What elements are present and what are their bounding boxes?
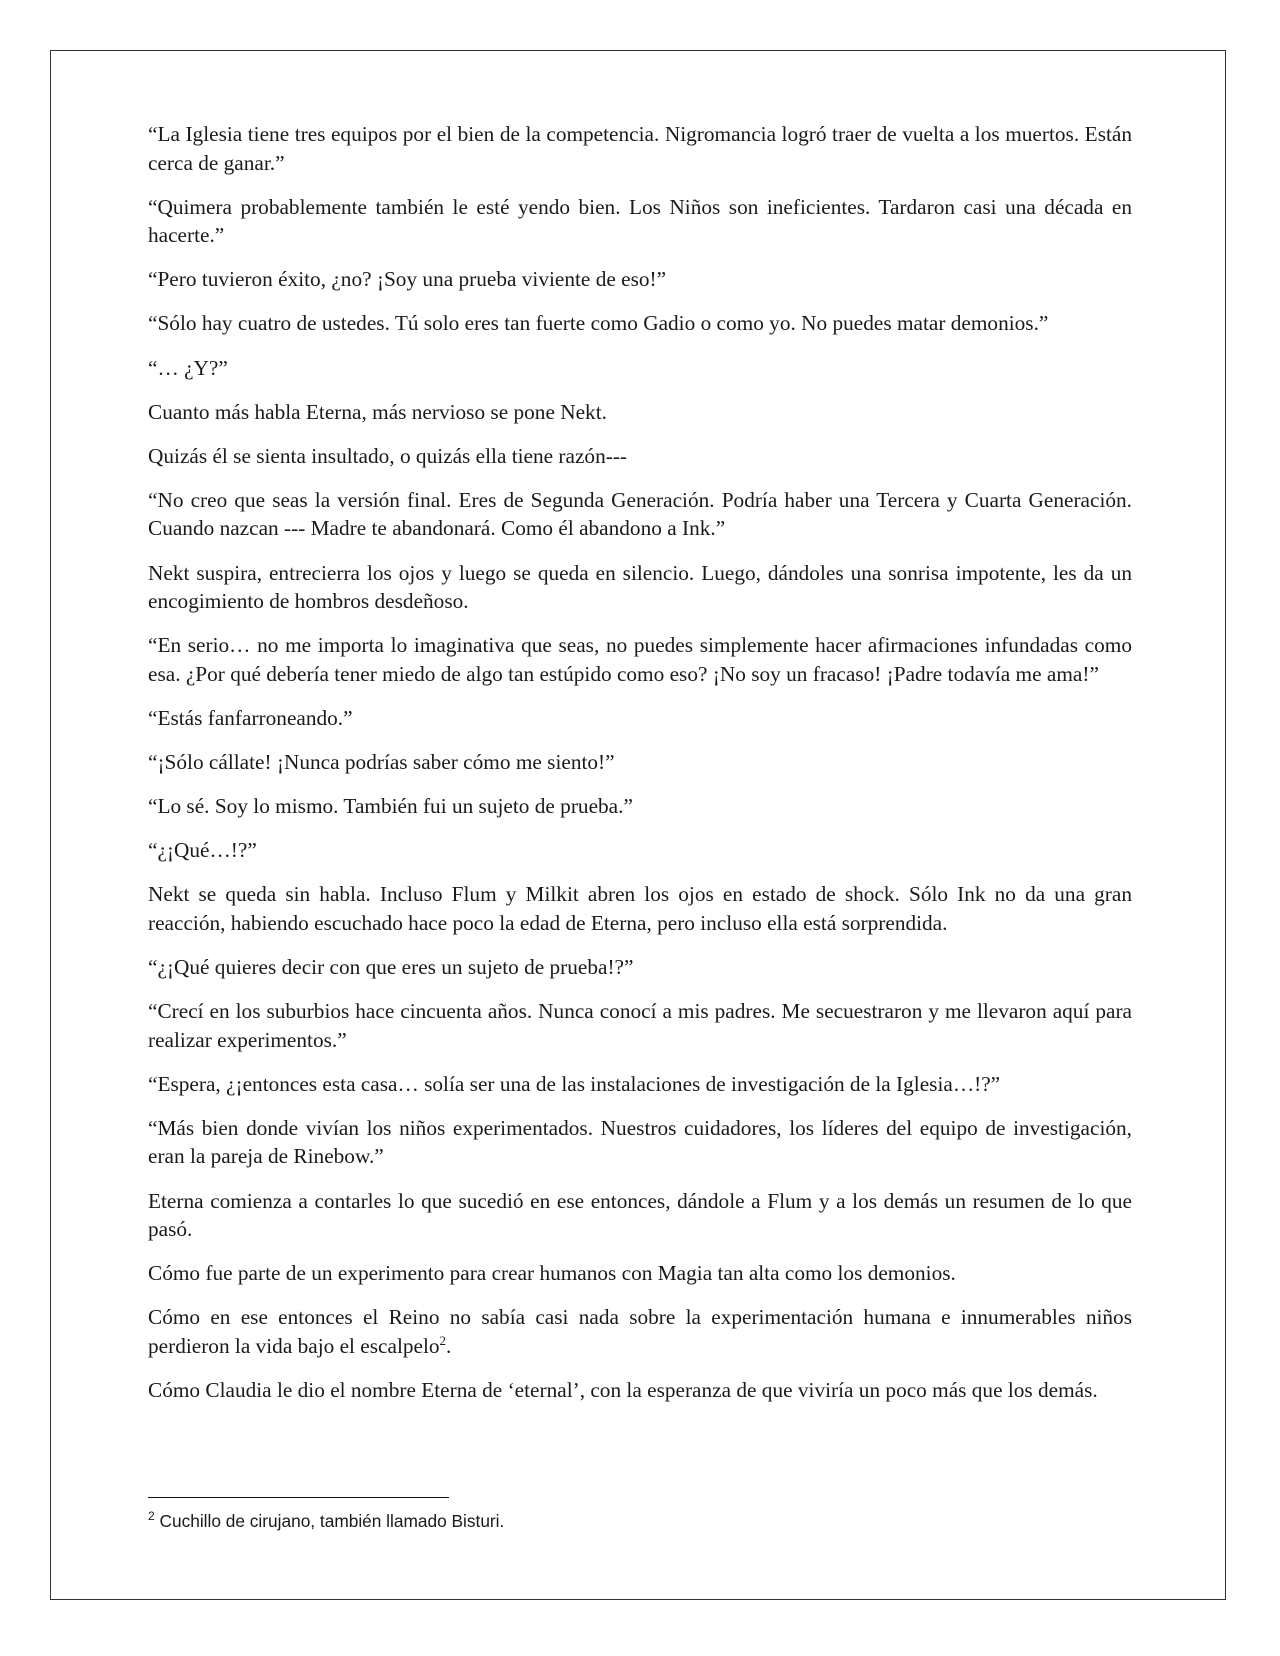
paragraph-11: “Estás fanfarroneando.” xyxy=(148,705,353,730)
footnote-separator xyxy=(148,1497,449,1498)
footnote-text: Cuchillo de cirujano, también llamado Bisturi. xyxy=(154,1511,505,1531)
footnote xyxy=(148,1509,1048,1533)
paragraph-22-tail: . xyxy=(446,1333,452,1358)
paragraph-4: “Sólo hay cuatro de ustedes. Tú solo eres tan fuerte como Gadio o como yo. No puedes matar demonios.” xyxy=(148,311,1049,336)
paragraph-19: “Más bien donde vivían los niños experimentados. Nuestros cuidadores, los líderes del equipo de investigación, eran la pareja de Rinebow.” xyxy=(148,1115,1132,1169)
footnote-number: 2 xyxy=(148,1509,155,1524)
paragraph-23: Cómo Claudia le dio el nombre Eterna de ‘eternal’, con la esperanza de que viviría un poco más que los demás. xyxy=(148,1378,1098,1402)
paragraph-17: “Crecí en los suburbios hace cincuenta años. Nunca conocí a mis padres. Me secuestraron y me llevaron aquí para realizar experimentos.” xyxy=(148,999,1132,1052)
paragraph-15: Nekt se queda sin habla. Incluso Flum y Milkit abren los ojos en estado de shock. Sólo Ink no da una gran reacción, habiendo escuchado hace poco la edad de Eterna, pero incluso ella está sorprendida. xyxy=(148,882,1132,935)
paragraph-22-text: Cómo en ese entonces el Reino no sabía casi nada sobre la experimentación humana e innumerables niños perdieron la vida bajo el escalpelo xyxy=(148,1305,1132,1358)
paragraph-8: “No creo que seas la versión final. Eres de Segunda Generación. Podría haber una Tercera y Cuarta Generación. Cuando nazcan --- Madre te abandonará. Como él abandono a Ink.” xyxy=(148,487,1132,541)
paragraph-21: Cómo fue parte de un experimento para crear humanos con Magia tan alta como los demonios. xyxy=(148,1261,956,1286)
paragraph-1: “La Iglesia tiene tres equipos por el bien de la competencia. Nigromancia logró traer de vuelta a los muertos. Están cerca de ganar.” xyxy=(148,122,1132,175)
paragraph-13: “Lo sé. Soy lo mismo. También fui un sujeto de prueba.” xyxy=(148,794,633,819)
paragraph-3: “Pero tuvieron éxito, ¿no? ¡Soy una prueba viviente de eso!” xyxy=(148,267,667,292)
paragraph-7: Quizás él se sienta insultado, o quizás ella tiene razón--- xyxy=(148,443,628,468)
paragraph-22 xyxy=(148,1303,1132,1360)
paragraph-20: Eterna comienza a contarles lo que sucedió en ese entonces, dándole a Flum y a los demás un resumen de lo que pasó. xyxy=(148,1188,1132,1242)
paragraph-5: “… ¿Y?” xyxy=(148,355,228,380)
paragraph-10: “En serio… no me importa lo imaginativa que seas, no puedes simplemente hacer afirmaciones infundadas como esa. ¿Por qué debería tener miedo de algo tan estúpido como eso? ¡No soy un fracaso! ¡Padre todavía me ama!” xyxy=(148,633,1132,686)
paragraph-2: “Quimera probablemente también le esté yendo bien. Los Niños son ineficientes. Tardaron casi una década en hacerte.” xyxy=(148,194,1132,248)
paragraph-14: “¿¡Qué…!?” xyxy=(148,838,257,863)
paragraph-16: “¿¡Qué quieres decir con que eres un sujeto de prueba!?” xyxy=(148,954,634,979)
paragraph-9: Nekt suspira, entrecierra los ojos y luego se queda en silencio. Luego, dándoles una sonrisa impotente, les da un encogimiento de hombros desdeñoso. xyxy=(148,560,1132,614)
paragraph-12: “¡Sólo cállate! ¡Nunca podrías saber cómo me siento!” xyxy=(148,750,615,774)
document-body xyxy=(148,120,1132,1420)
paragraph-6: Cuanto más habla Eterna, más nervioso se pone Nekt. xyxy=(148,399,607,424)
paragraph-18: “Espera, ¿¡entonces esta casa… solía ser una de las instalaciones de investigación de la Iglesia…!?” xyxy=(148,1071,1001,1096)
footnote-reference[interactable]: 2 xyxy=(439,1332,447,1348)
